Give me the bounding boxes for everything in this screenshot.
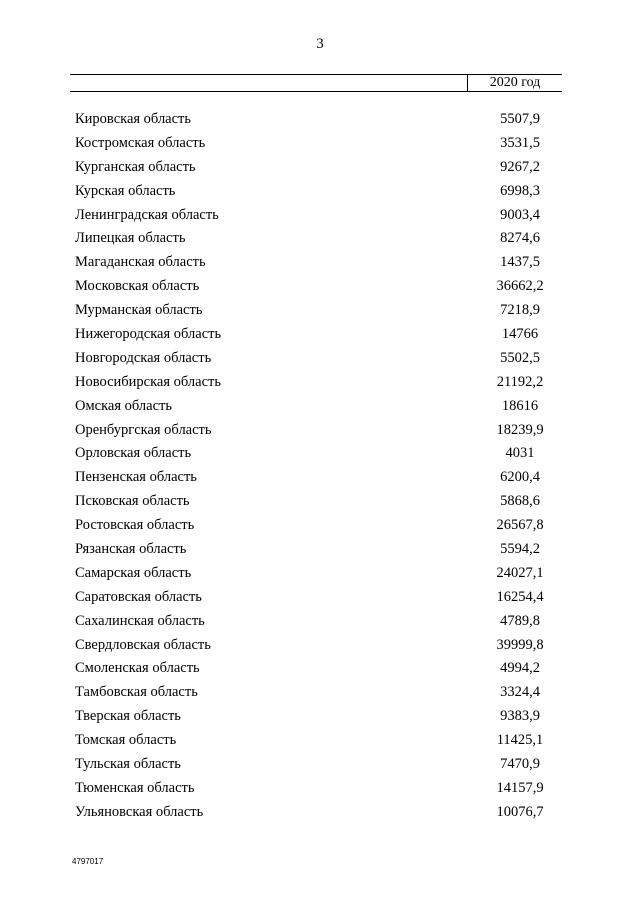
region-name: Ульяновская область <box>75 803 204 820</box>
region-value: 21192,2 <box>496 373 544 390</box>
table-row <box>75 157 545 181</box>
table-row <box>75 563 545 587</box>
table-row <box>75 372 545 396</box>
region-name: Оренбургская область <box>75 421 212 438</box>
region-value: 3531,5 <box>500 134 540 151</box>
region-name: Кировская область <box>75 111 192 127</box>
table-row <box>75 539 545 563</box>
region-name: Курганская область <box>75 158 196 175</box>
table-row <box>75 682 545 706</box>
region-name: Саратовская область <box>75 588 202 605</box>
table-row <box>75 205 545 229</box>
table-row <box>75 324 545 348</box>
region-value: 3324,4 <box>500 684 540 701</box>
region-value: 5507,9 <box>500 111 540 127</box>
region-value: 14157,9 <box>496 779 544 796</box>
region-name: Московская область <box>75 278 200 295</box>
table-row <box>75 754 545 778</box>
table-row <box>75 515 545 539</box>
region-name: Тульская область <box>75 756 181 773</box>
region-value: 16254,4 <box>496 588 544 605</box>
data-table <box>75 109 545 826</box>
region-name: Псковская область <box>75 493 190 510</box>
table-row <box>75 276 545 300</box>
region-name: Курская область <box>75 182 176 199</box>
region-value: 18239,9 <box>496 421 544 438</box>
region-value: 24027,1 <box>496 564 544 581</box>
region-name: Липецкая область <box>75 230 186 247</box>
region-value: 9003,4 <box>500 206 540 223</box>
region-name: Нижегородская область <box>75 326 222 343</box>
region-value: 14766 <box>501 326 539 343</box>
region-value: 10076,7 <box>496 803 544 820</box>
region-name: Свердловская область <box>75 636 211 653</box>
region-value: 4789,8 <box>500 612 540 629</box>
region-value: 8274,6 <box>500 230 540 247</box>
table-row <box>75 802 545 826</box>
table-header-bottom-rule <box>70 91 562 92</box>
table-row <box>75 467 545 491</box>
region-value: 36662,2 <box>496 278 544 295</box>
table-row <box>75 228 545 252</box>
region-name: Томская область <box>75 732 177 749</box>
region-name: Магаданская область <box>75 254 206 271</box>
region-value: 7218,9 <box>500 302 540 319</box>
region-name: Рязанская область <box>75 541 187 558</box>
table-row <box>75 658 545 682</box>
region-name: Ростовская область <box>75 517 195 534</box>
table-row <box>75 420 545 444</box>
region-name: Тверская область <box>75 708 181 725</box>
region-name: Омская область <box>75 397 172 414</box>
table-column-header: 2020 год <box>489 75 541 90</box>
table-row <box>75 706 545 730</box>
region-name: Ленинградская область <box>75 206 219 223</box>
region-name: Смоленская область <box>75 660 200 677</box>
table-row <box>75 587 545 611</box>
region-name: Орловская область <box>75 445 192 462</box>
region-value: 18616 <box>501 397 539 414</box>
table-row <box>75 635 545 659</box>
page-number: 3 <box>316 36 324 52</box>
region-name: Пензенская область <box>75 469 197 486</box>
region-value: 5868,6 <box>500 493 540 510</box>
region-value: 6998,3 <box>500 182 540 199</box>
region-name: Тюменская область <box>75 779 195 796</box>
table-row <box>75 491 545 515</box>
region-value: 7470,9 <box>500 756 540 773</box>
region-value: 26567,8 <box>496 517 544 534</box>
region-value: 5502,5 <box>500 349 540 366</box>
table-row <box>75 348 545 372</box>
region-name: Тамбовская область <box>75 684 198 701</box>
region-value: 39999,8 <box>496 636 544 653</box>
region-value: 1437,5 <box>500 254 540 271</box>
region-value: 9267,2 <box>500 158 540 175</box>
table-row <box>75 300 545 324</box>
region-value: 4994,2 <box>500 660 540 677</box>
region-value: 5594,2 <box>500 541 540 558</box>
table-row <box>75 611 545 635</box>
region-value: 6200,4 <box>500 469 540 486</box>
region-name: Самарская область <box>75 564 192 581</box>
table-row <box>75 396 545 420</box>
table-row <box>75 181 545 205</box>
region-name: Новгородская область <box>75 349 212 366</box>
region-name: Костромская область <box>75 134 206 151</box>
region-name: Новосибирская область <box>75 373 221 390</box>
region-value: 9383,9 <box>500 708 540 725</box>
region-value: 11425,1 <box>496 732 544 749</box>
document-code: 4797017 <box>72 857 104 866</box>
table-row <box>75 133 545 157</box>
region-name: Мурманская область <box>75 302 203 319</box>
table-row <box>75 778 545 802</box>
region-name: Сахалинская область <box>75 612 205 629</box>
region-value: 4031 <box>505 445 535 462</box>
table-row <box>75 730 545 754</box>
table-row <box>75 252 545 276</box>
table-row <box>75 109 545 133</box>
table-row <box>75 443 545 467</box>
